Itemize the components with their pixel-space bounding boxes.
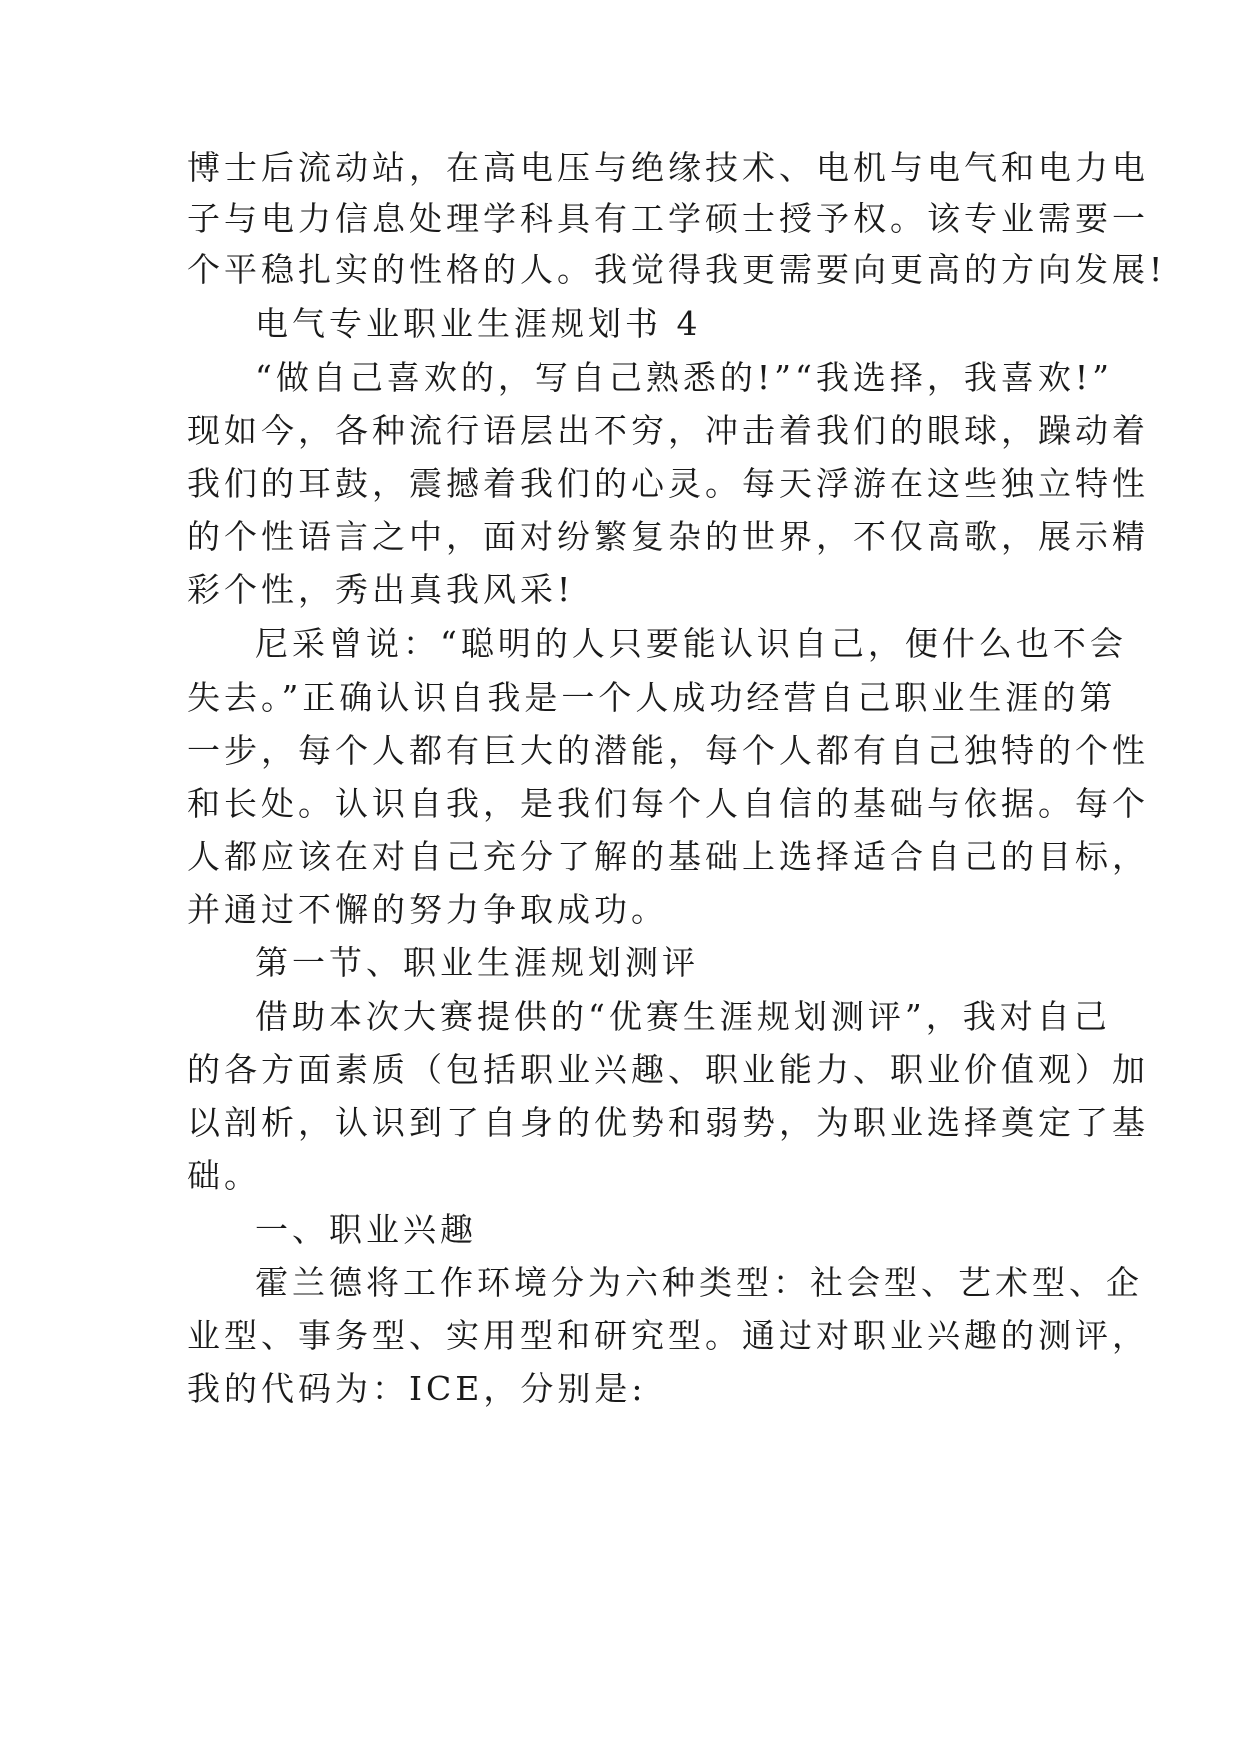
paragraph-line: 人都应该在对自己充分了解的基础上选择适合自己的目标，	[187, 837, 1149, 876]
paragraph-line: 现如今，各种流行语层出不穷，冲击着我们的眼球，躁动着	[187, 411, 1149, 450]
paragraph-line: 以剖析，认识到了自身的优势和弱势，为职业选择奠定了基	[187, 1103, 1149, 1142]
paragraph-line: 尼采曾说：“聪明的人只要能认识自己，便什么也不会	[255, 624, 1127, 663]
paragraph-line: 和长处。认识自我，是我们每个人自信的基础与依据。每个	[187, 784, 1149, 823]
paragraph-line: 失去。”正确认识自我是一个人成功经营自己职业生涯的第	[187, 678, 1117, 717]
section-title: 电气专业职业生涯规划书 4	[255, 304, 702, 343]
paragraph-line: 并通过不懈的努力争取成功。	[187, 890, 668, 929]
paragraph-line: 业型、事务型、实用型和研究型。通过对职业兴趣的测评，	[187, 1316, 1149, 1355]
paragraph-line: 博士后流动站，在高电压与绝缘技术、电机与电气和电力电	[187, 148, 1149, 187]
paragraph-line: 个平稳扎实的性格的人。我觉得我更需要向更高的方向发展!	[187, 250, 1167, 289]
paragraph-line: 我们的耳鼓，震撼着我们的心灵。每天浮游在这些独立特性	[187, 464, 1149, 503]
paragraph-line: 霍兰德将工作环境分为六种类型：社会型、艺术型、企	[255, 1263, 1143, 1302]
paragraph-line: 的个性语言之中，面对纷繁复杂的世界，不仅高歌，展示精	[187, 517, 1149, 556]
section-heading: 第一节、职业生涯规划测评	[255, 943, 699, 982]
paragraph-line: 彩个性，秀出真我风采!	[187, 570, 575, 609]
paragraph-line: 的各方面素质（包括职业兴趣、职业能力、职业价值观）加	[187, 1050, 1149, 1089]
paragraph-line: 借助本次大赛提供的“优赛生涯规划测评”，我对自己	[255, 997, 1111, 1036]
subsection-heading: 一、职业兴趣	[255, 1210, 477, 1249]
paragraph-line: “做自己喜欢的，写自己熟悉的!”“我选择，我喜欢!”	[255, 358, 1114, 397]
paragraph-line: 我的代码为：ICE，分别是:	[187, 1369, 647, 1408]
paragraph-line: 一步，每个人都有巨大的潜能，每个人都有自己独特的个性	[187, 731, 1149, 770]
paragraph-line: 子与电力信息处理学科具有工学硕士授予权。该专业需要一	[187, 199, 1149, 238]
paragraph-line: 础。	[187, 1156, 261, 1195]
